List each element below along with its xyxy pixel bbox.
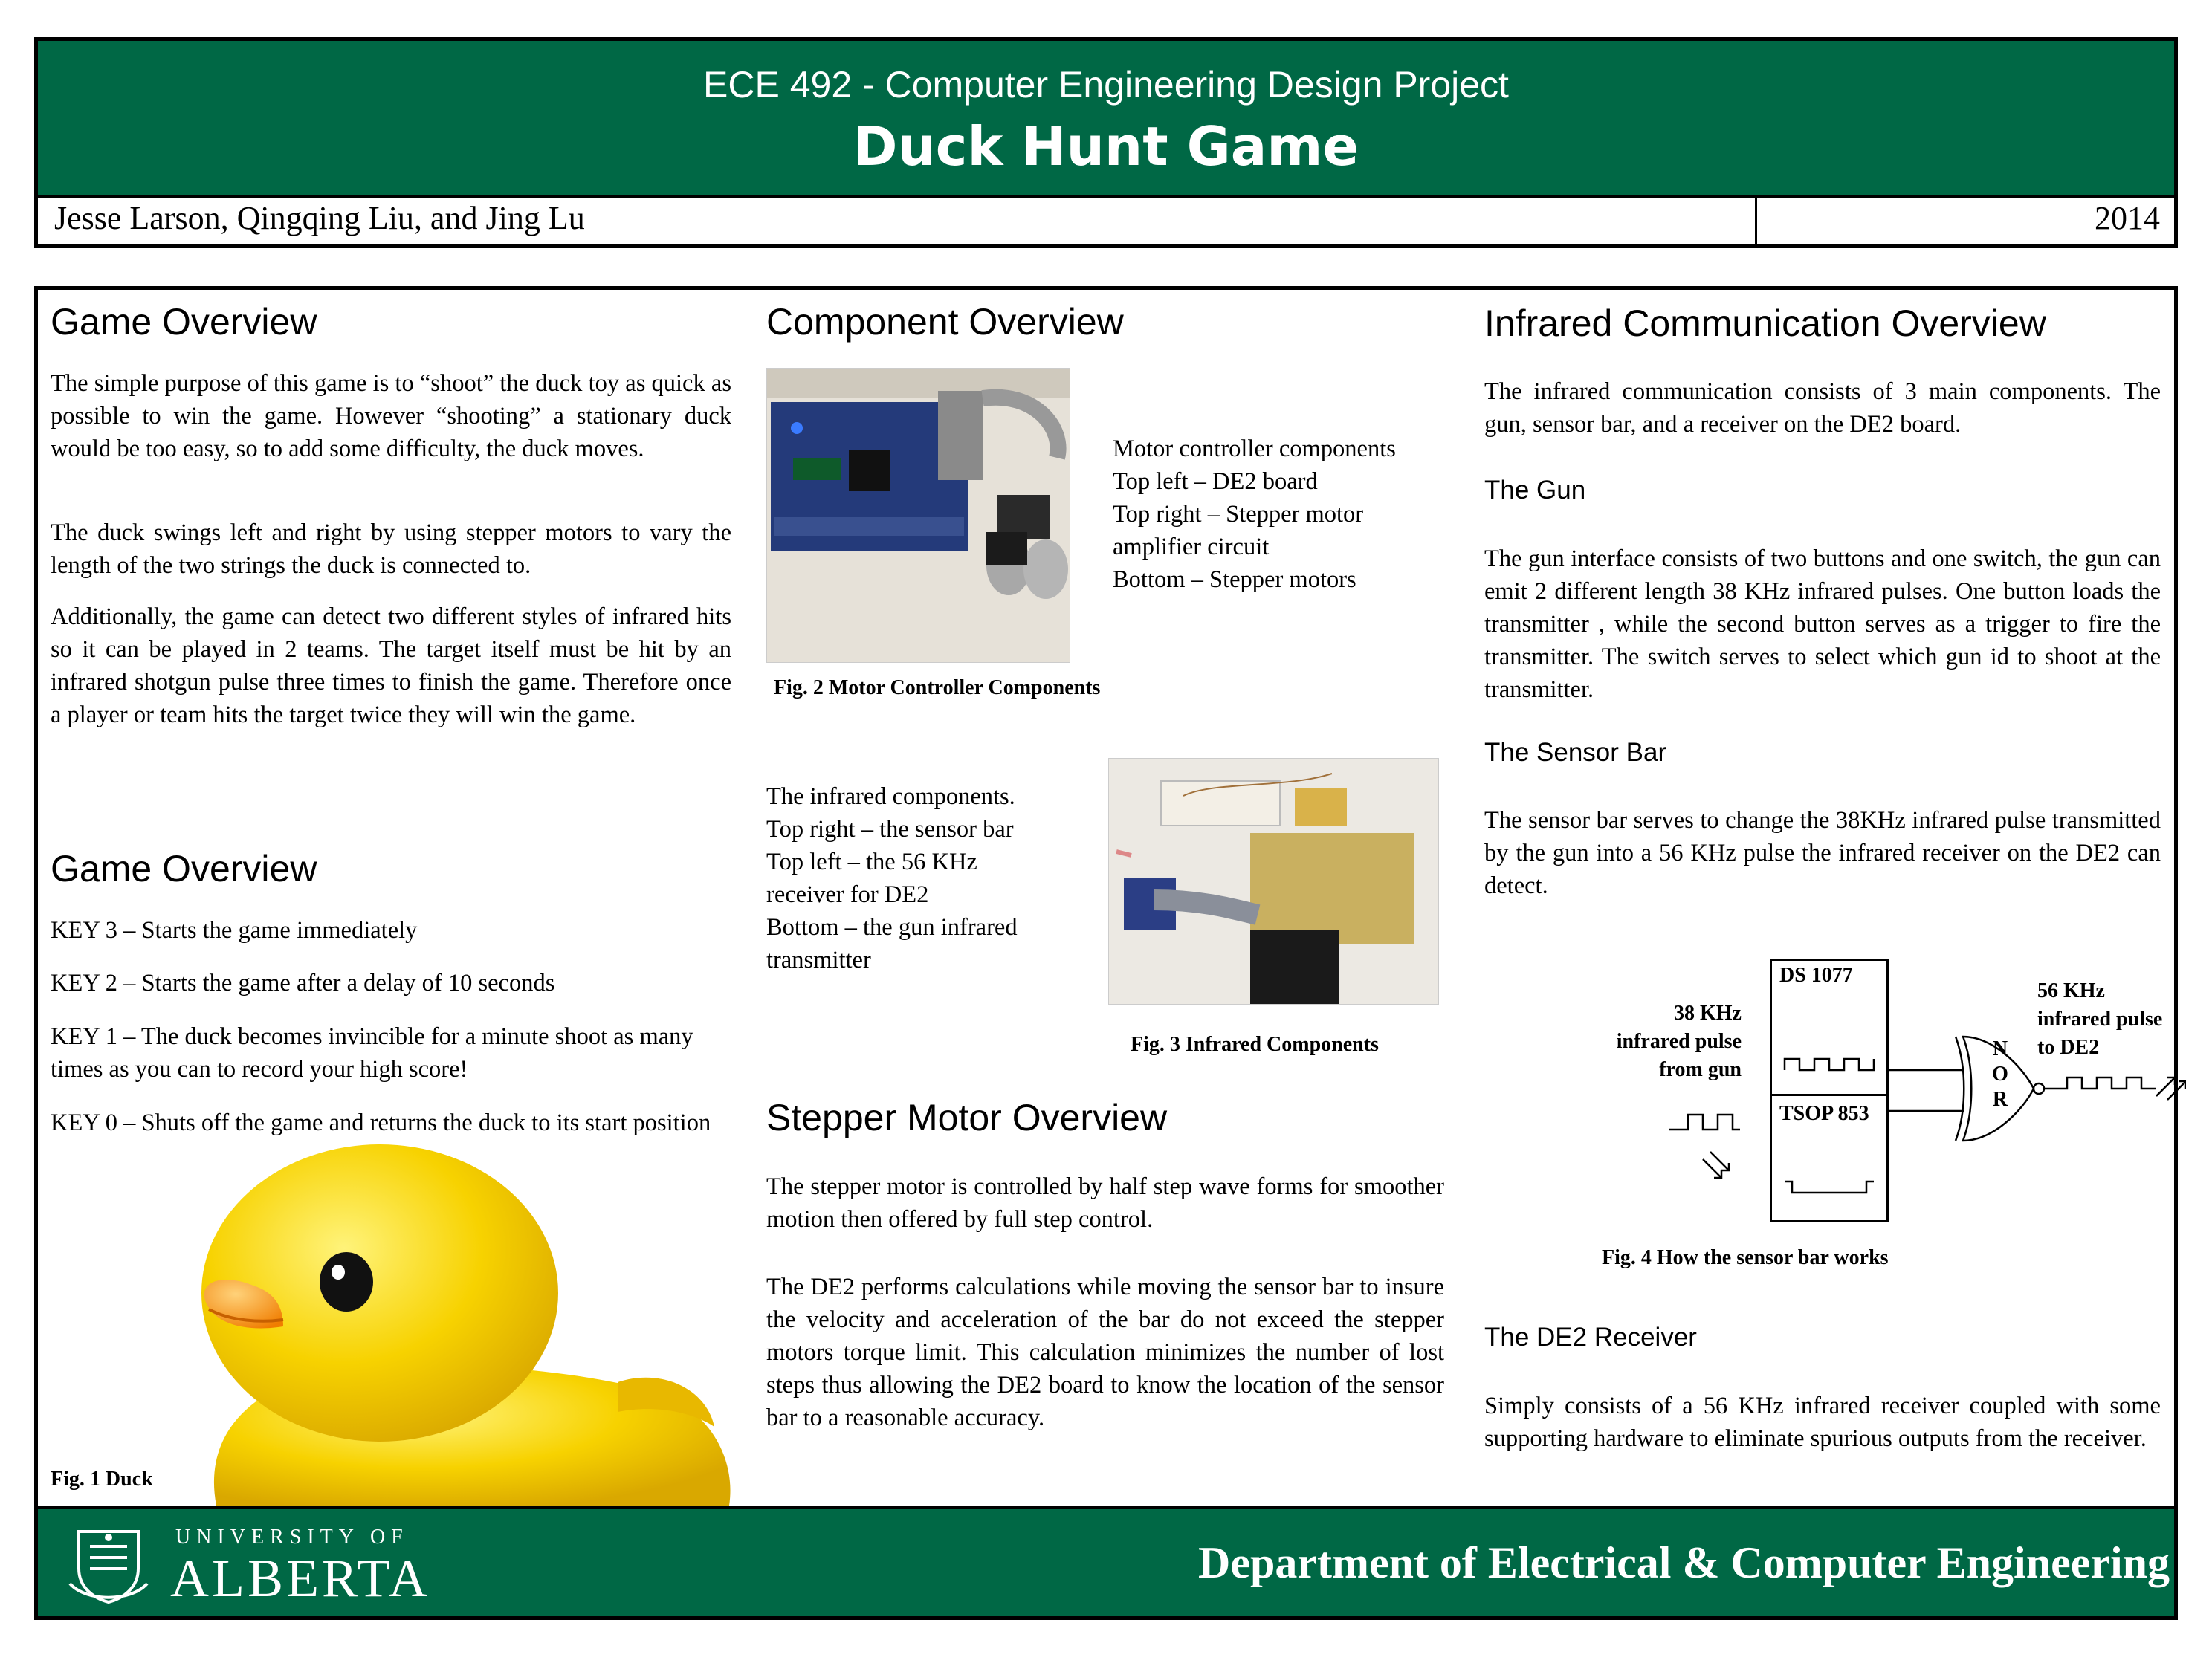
infrared-components-photo (1108, 758, 1439, 1005)
fig4-caption: Fig. 4 How the sensor bar works (1602, 1246, 1889, 1269)
infrared-overview-p1: The infrared communication consists of 3 main components. The gun, sensor bar, and a receiver on the DE2 board. (1484, 378, 2161, 438)
key3-text: KEY 3 – Starts the game immediately (51, 917, 418, 944)
ir-desc-line-5: Bottom – the gun infrared (766, 914, 1018, 941)
key0-text: KEY 0 – Shuts off the game and returns the duck to its start position (51, 1109, 711, 1136)
key1-text: KEY 1 – The duck becomes invincible for a minute shoot as many times as you can to record your high score! (51, 1023, 693, 1083)
ir-desc-line-3: Top left – the 56 KHz (766, 849, 977, 875)
year: 2014 (2095, 200, 2160, 236)
nor-letter-o: O (1992, 1063, 2008, 1086)
nor-letter-n: N (1992, 1037, 2008, 1060)
stepper-motor-heading: Stepper Motor Overview (766, 1097, 1168, 1138)
stepper-motor-p1: The stepper motor is controlled by half step wave forms for smoother motion then offered by full step control. (766, 1173, 1444, 1233)
game-overview-p2: The duck swings left and right by using stepper motors to vary the length of the two strings the duck is connected to. (51, 519, 731, 579)
gun-heading: The Gun (1484, 476, 1586, 505)
input-label-line-3: from gun (1659, 1058, 1742, 1081)
header-band (38, 41, 2174, 195)
fig2-caption: Fig. 2 Motor Controller Components (774, 676, 1101, 699)
poster-footer (38, 1506, 2174, 1616)
fig1-caption: Fig. 1 Duck (51, 1468, 153, 1491)
motor-controller-photo (766, 368, 1070, 663)
tsop853-label: TSOP 853 (1779, 1102, 1869, 1125)
key2-text: KEY 2 – Starts the game after a delay of 10 seconds (51, 970, 555, 996)
game-overview-p1: The simple purpose of this game is to “shoot” the duck toy as quick as possible to win the game. However “shooting” a stationary duck would be too easy, so to add some difficulty, the duck moves. (51, 370, 731, 462)
authors: Jesse Larson, Qingqing Liu, and Jing Lu (54, 200, 585, 236)
course-title: ECE 492 - Computer Engineering Design Project (703, 64, 1509, 106)
game-overview-heading: Game Overview (51, 301, 317, 343)
gun-paragraph: The gun interface consists of two buttons and one switch, the gun can emit 2 different length 38 KHz infrared pulses. One button loads the transmitter , while the second button serves as a trigger to fire the transmitter. The switch serves to select which gun id to shoot at the transmitter. (1484, 545, 2161, 703)
motor-desc-line-4: amplifier circuit (1113, 534, 1270, 560)
alberta-text: ALBERTA (170, 1549, 430, 1608)
input-waveform (1669, 1115, 1740, 1130)
ir-desc-line-2: Top right – the sensor bar (766, 816, 1014, 843)
authors-row (38, 195, 2174, 244)
component-overview-heading: Component Overview (766, 301, 1124, 343)
poster-body (34, 286, 2178, 1620)
sensor-bar-paragraph: The sensor bar serves to change the 38KHz infrared pulse transmitted by the gun into a 56 KHz pulse the infrared receiver on the DE2 can detect. (1484, 807, 2161, 899)
game-overview-p3: Additionally, the game can detect two different styles of infrared hits so it can be played in 2 teams. The target itself must be hit by an infrared shotgun pulse three times to finish the game. Therefore once a player or team hits the target twice they will win the game. (51, 603, 731, 728)
sensor-bar-diagram (1562, 959, 2186, 1256)
sensor-bar-heading: The Sensor Bar (1484, 738, 1667, 767)
poster-title: Duck Hunt Game (853, 115, 1359, 178)
input-label-line-1: 38 KHz (1674, 1002, 1742, 1025)
year-cell (1755, 198, 2176, 244)
duck-image (172, 1144, 737, 1506)
ir-desc-line-4: receiver for DE2 (766, 881, 929, 908)
ds1077-waveform (1785, 1059, 1874, 1070)
motor-desc-line-2: Top left – DE2 board (1113, 468, 1318, 495)
motor-controller-desc (1113, 432, 1469, 596)
input-label-line-2: infrared pulse (1616, 1030, 1742, 1053)
tsop-waveform (1785, 1182, 1874, 1193)
diagram-lines (1562, 959, 2186, 1256)
motor-desc-line-5: Bottom – Stepper motors (1113, 566, 1356, 593)
output-label-line-3: to DE2 (2037, 1036, 2100, 1059)
motor-desc-line-1: Motor controller components (1113, 435, 1396, 462)
poster-header (34, 37, 2178, 248)
university-crest-icon (64, 1524, 153, 1606)
keys-heading: Game Overview (51, 848, 317, 889)
de2-receiver-paragraph: Simply consists of a 56 KHz infrared receiver coupled with some supporting hardware to eliminate spurious outputs from the receiver. (1484, 1393, 2161, 1452)
de2-receiver-heading: The DE2 Receiver (1484, 1323, 1697, 1352)
infrared-components-desc (766, 780, 1116, 976)
department-name: Department of Electrical & Computer Engineering (1198, 1538, 2170, 1587)
ir-desc-line-1: The infrared components. (766, 783, 1015, 810)
ir-desc-line-6: transmitter (766, 947, 871, 973)
output-label-line-2: infrared pulse (2037, 1008, 2163, 1031)
motor-desc-line-3: Top right – Stepper motor (1113, 501, 1364, 528)
university-of-text: UNIVERSITY OF (175, 1526, 409, 1549)
ds1077-label: DS 1077 (1779, 964, 1853, 987)
nor-gate (1963, 1037, 2034, 1141)
infrared-overview-heading: Infrared Communication Overview (1484, 302, 2046, 344)
stepper-motor-p2: The DE2 performs calculations while moving the sensor bar to insure the velocity and acceleration of the bar do not exceed the stepper motors torque limit. This calculation minimizes the number of lost steps thus allowing the DE2 board to know the location of the sensor bar to a reasonable accuracy. (766, 1274, 1444, 1431)
nor-letter-r: R (1992, 1088, 2008, 1111)
fig3-caption: Fig. 3 Infrared Components (1131, 1033, 1379, 1056)
output-label-line-1: 56 KHz (2037, 979, 2105, 1002)
